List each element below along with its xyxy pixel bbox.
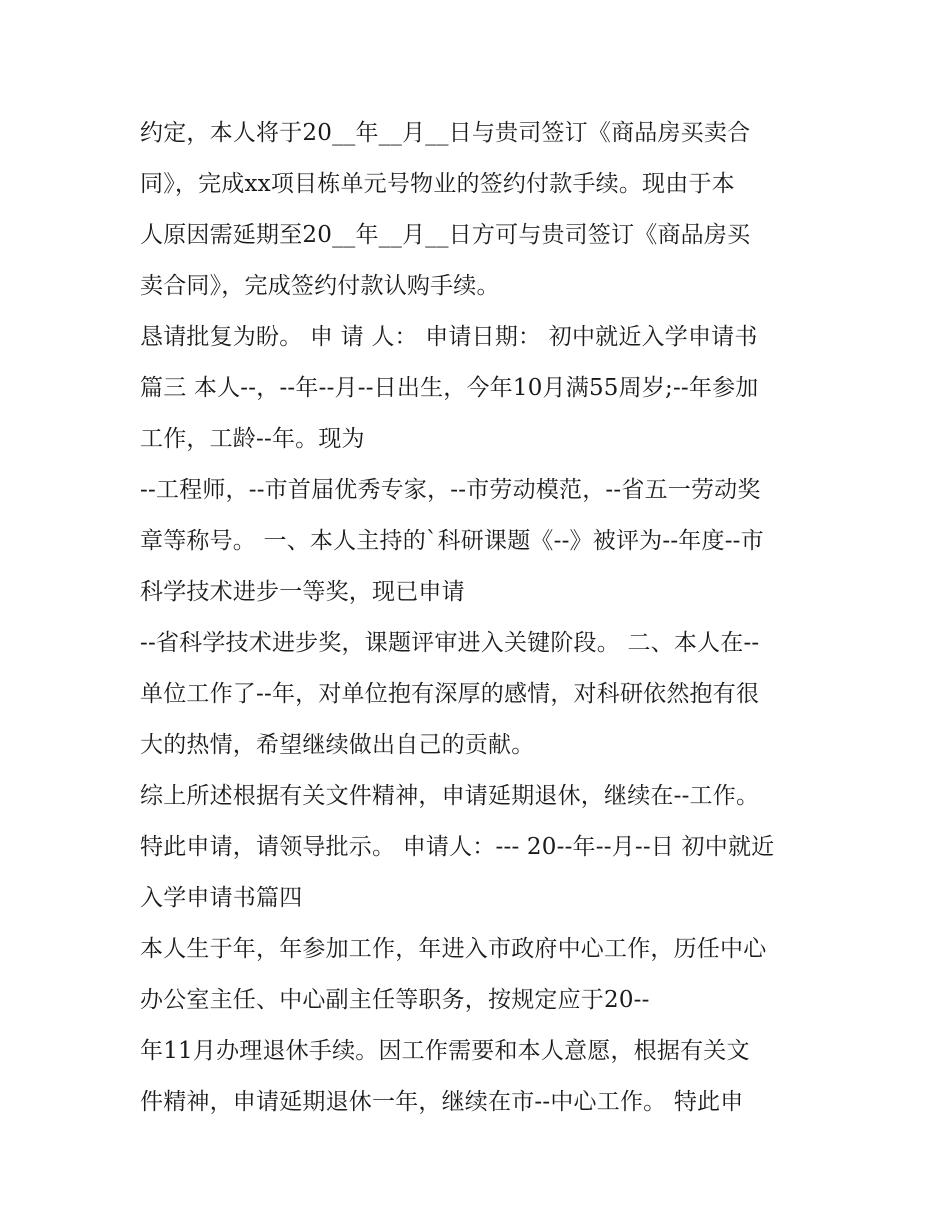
text-line: 科学技术进步一等奖，现已申请 [140, 579, 465, 605]
text-line: 同》，完成xx项目栋单元号物业的签约付款手续。现由于本 [140, 171, 735, 197]
text-line: 章等称号。 一、本人主持的`科研课题《--》被评为--年度--市 [140, 528, 764, 554]
text-line: 综上所述根据有关文件精神，申请延期退休，继续在--工作。 [140, 783, 760, 809]
text-line: 人原因需延期至20__年__月__日方可与贵司签订《商品房买 [140, 222, 751, 248]
text-line: 篇三 本人--，--年--月--日出生，今年10月满55周岁;--年参加 [140, 375, 759, 401]
text-line: 工作，工龄--年。现为 [140, 426, 365, 452]
text-line: 特此申请，请领导批示。 申请人：--- 20--年--月--日 初中就近 [140, 834, 775, 860]
text-line: 约定，本人将于20__年__月__日与贵司签订《商品房买卖合 [140, 120, 751, 146]
text-line: --工程师，--市首届优秀专家，--市劳动模范，--省五一劳动奖 [140, 477, 761, 503]
text-line: 办公室主任、中心副主任等职务，按规定应于20-- [140, 987, 650, 1013]
text-line: 大的热情，希望继续做出自己的贡献。 [140, 732, 535, 758]
text-line: 年11月办理退休手续。因工作需要和本人意愿，根据有关文 [140, 1038, 750, 1064]
text-line: 恳请批复为盼。 申 请 人： 申请日期： 初中就近入学申请书 [140, 324, 758, 350]
text-line: 单位工作了--年，对单位抱有深厚的感情，对科研依然抱有很 [140, 681, 760, 707]
text-line: --省科学技术进步奖，课题评审进入关键阶段。 二、本人在-- [140, 630, 760, 656]
text-line: 件精神，申请延期退休一年，继续在市--中心工作。 特此申 [140, 1089, 744, 1115]
text-line: 卖合同》，完成签约付款认购手续。 [140, 273, 500, 299]
document-body [140, 108, 830, 1128]
text-line: 本人生于年，年参加工作，年进入市政府中心工作，历任中心 [140, 936, 767, 962]
text-line: 入学申请书篇四 [140, 885, 303, 911]
